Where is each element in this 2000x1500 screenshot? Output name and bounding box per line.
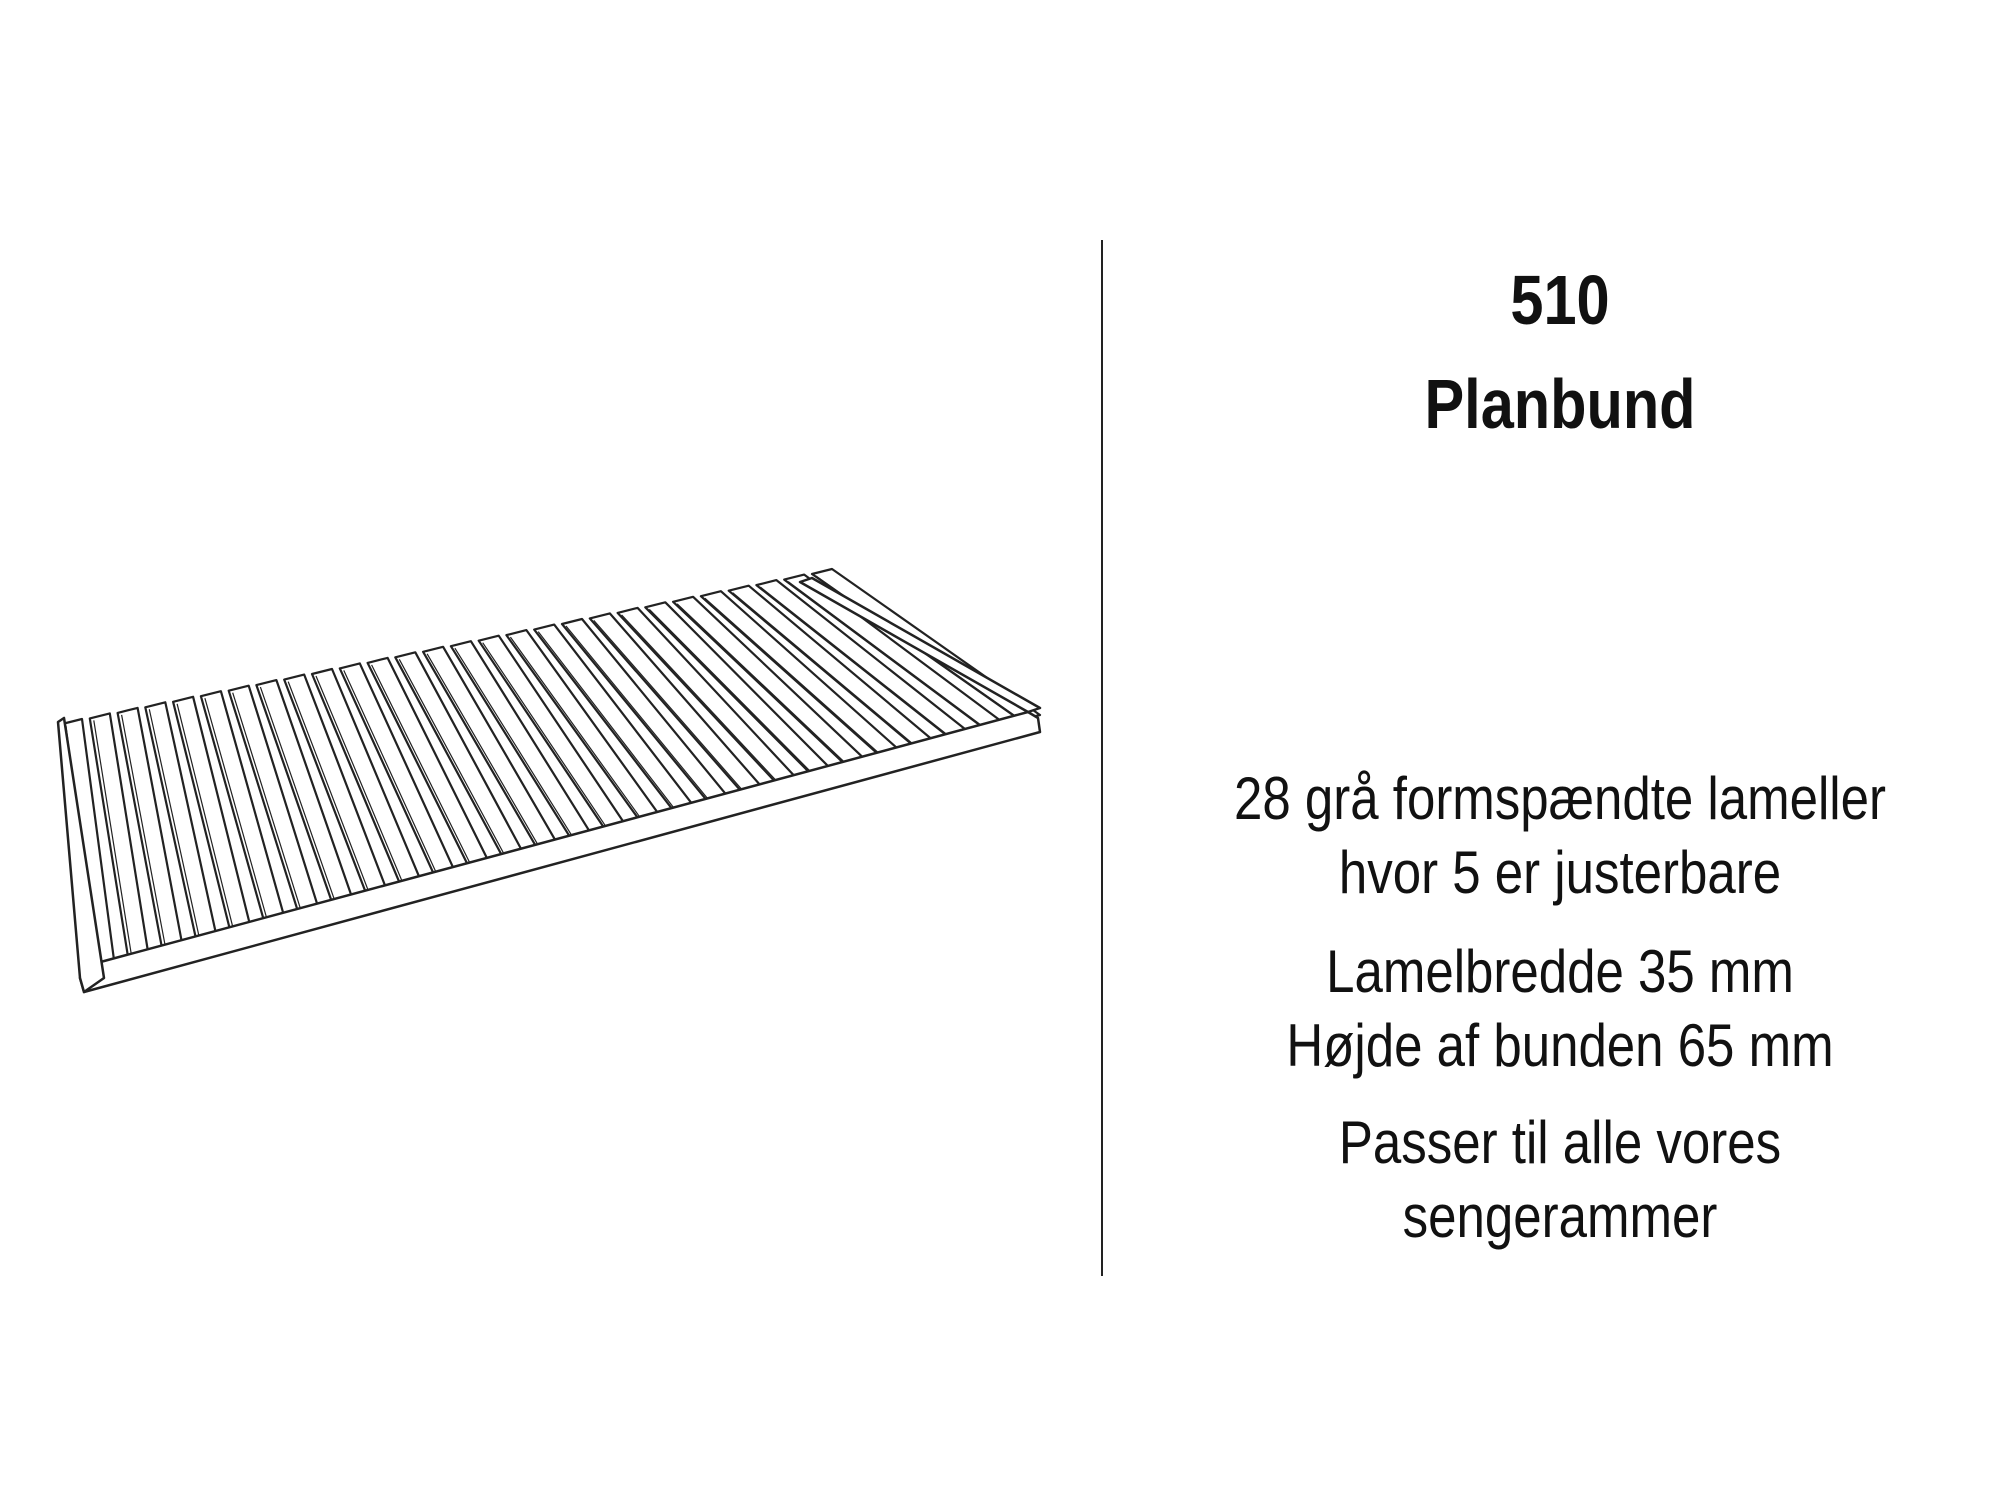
product-info (1130, 0, 1990, 1500)
spec-fits-line-2: sengerammer (1402, 1183, 1718, 1250)
slatted-bed-base-icon (40, 560, 1060, 1020)
product-name: Planbund (1424, 365, 1696, 443)
spec-slats-line-1: 28 grå formspændte lameller (1234, 765, 1886, 832)
spec-slat-width: Lamelbredde 35 mm (1326, 938, 1794, 1005)
model-number: 510 (1510, 261, 1610, 339)
vertical-divider (1101, 240, 1103, 1276)
spec-fits-line-1: Passer til alle vores (1338, 1109, 1782, 1176)
spec-base-height: Højde af bunden 65 mm (1286, 1012, 1834, 1079)
spec-slats-line-2: hvor 5 er justerbare (1338, 839, 1782, 906)
